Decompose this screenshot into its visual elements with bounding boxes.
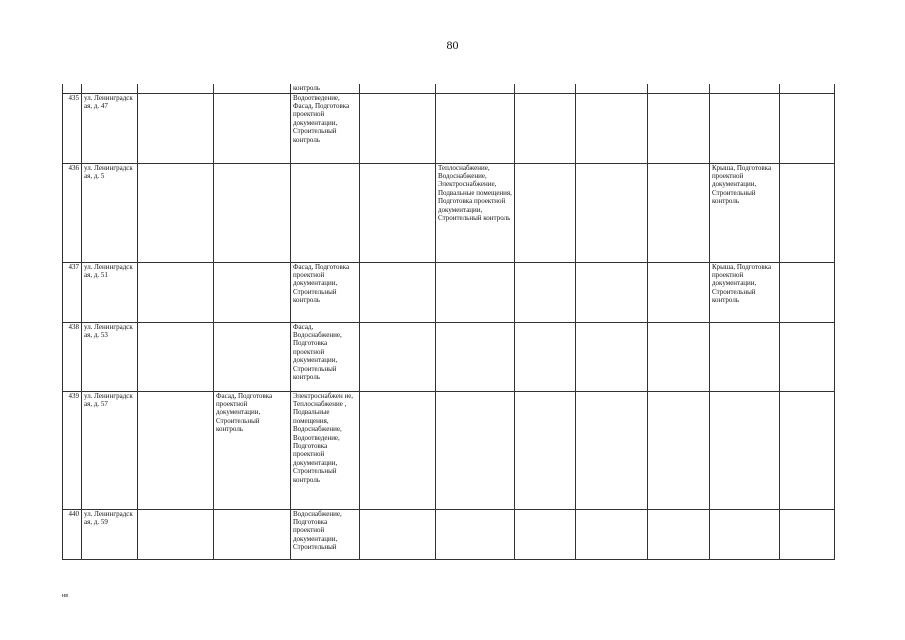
work-cell — [710, 163, 780, 262]
empty-cell — [648, 391, 710, 509]
work-cell-text: Электроснабжен ие, Теплоснабжение , Подвальные помещения, Водоснабжение, Водоотведение, Подготовка проектной документации, Строительный контроль — [293, 391, 354, 484]
work-cell — [214, 163, 291, 262]
work-cell-text: Водоотведение, Фасад, Подготовка проектной документации, Строительный контроль — [293, 93, 350, 144]
work-cell — [291, 93, 360, 163]
empty-cell — [780, 391, 835, 509]
empty-cell — [780, 322, 835, 391]
work-cell — [138, 93, 214, 163]
work-cell — [291, 262, 360, 322]
work-cell-text: Фасад, Водоснабжение, Подготовка проектной документации, Строительный контроль — [293, 322, 342, 381]
row-number — [63, 163, 82, 262]
row-number — [63, 391, 82, 509]
table-row — [63, 163, 835, 262]
empty-cell — [780, 93, 835, 163]
row-number — [63, 84, 82, 93]
work-cell — [291, 163, 360, 262]
empty-cell — [515, 93, 576, 163]
work-cell — [214, 262, 291, 322]
work-cell — [291, 322, 360, 391]
work-cell — [710, 93, 780, 163]
address-cell — [82, 322, 138, 391]
row-number-text: 438 — [68, 322, 79, 331]
empty-cell — [780, 163, 835, 262]
table-row — [63, 262, 835, 322]
work-cell-text: Крыша, Подготовка проектной документации, Строительный контроль — [712, 163, 772, 206]
address-cell — [82, 262, 138, 322]
address-cell — [82, 509, 138, 559]
table-row — [63, 322, 835, 391]
work-cell-text: Водоснабжение, Подготовка проектной документации, Строительный — [293, 509, 342, 552]
empty-cell — [576, 509, 648, 559]
footer-mark: нв — [62, 593, 69, 599]
work-cell — [436, 262, 515, 322]
address-cell — [82, 93, 138, 163]
work-cell — [138, 262, 214, 322]
empty-cell — [576, 391, 648, 509]
work-cell — [138, 84, 214, 93]
address-cell-text: ул. Ленинградск ая, д. 57 — [84, 391, 133, 408]
empty-cell — [648, 322, 710, 391]
row-number — [63, 509, 82, 559]
work-cell — [214, 84, 291, 93]
work-cell — [710, 509, 780, 559]
empty-cell — [515, 84, 576, 93]
work-cell — [710, 322, 780, 391]
work-cell — [291, 509, 360, 559]
empty-cell — [648, 93, 710, 163]
empty-cell — [360, 163, 436, 262]
empty-cell — [360, 509, 436, 559]
address-cell — [82, 84, 138, 93]
empty-cell — [515, 262, 576, 322]
table-row — [63, 509, 835, 559]
work-cell — [138, 322, 214, 391]
work-cell — [710, 84, 780, 93]
row-number-text: 440 — [68, 509, 79, 518]
address-cell — [82, 391, 138, 509]
empty-cell — [515, 391, 576, 509]
address-cell — [82, 163, 138, 262]
empty-cell — [576, 163, 648, 262]
empty-cell — [576, 262, 648, 322]
empty-cell — [360, 262, 436, 322]
capital-repair-table — [62, 84, 835, 560]
address-cell-text: ул. Ленинградск ая, д. 5 — [84, 163, 133, 180]
empty-cell — [576, 93, 648, 163]
address-cell-text: ул. Ленинградск ая, д. 59 — [84, 509, 133, 526]
empty-cell — [780, 84, 835, 93]
row-number — [63, 322, 82, 391]
work-cell — [710, 391, 780, 509]
empty-cell — [648, 262, 710, 322]
work-cell-text: Крыша, Подготовка проектной документации, Строительный контроль — [712, 262, 772, 305]
page-number: 80 — [446, 38, 459, 52]
work-cell — [138, 163, 214, 262]
empty-cell — [515, 163, 576, 262]
work-cell — [436, 509, 515, 559]
row-number — [63, 262, 82, 322]
empty-cell — [780, 509, 835, 559]
table-row — [63, 391, 835, 509]
empty-cell — [515, 322, 576, 391]
empty-cell — [576, 84, 648, 93]
work-cell — [710, 262, 780, 322]
work-cell-text: Фасад, Подготовка проектной документации, Строительный контроль — [293, 262, 350, 305]
empty-cell — [780, 262, 835, 322]
empty-cell — [360, 391, 436, 509]
work-cell — [214, 322, 291, 391]
empty-cell — [648, 84, 710, 93]
table-row — [63, 93, 835, 163]
address-cell-text: ул. Ленинградск ая, д. 53 — [84, 322, 133, 339]
work-cell — [436, 93, 515, 163]
work-cell — [291, 84, 360, 93]
table-row — [63, 84, 835, 93]
empty-cell — [515, 509, 576, 559]
row-number-text: 436 — [68, 163, 79, 172]
work-cell-text: Теплоснабжение, Водоснабжение, Электроснабжение, Подвальные помещения, Подготовка проектной документации, Строительный контроль — [438, 163, 512, 222]
work-cell-text: Фасад, Подготовка проектной документации, Строительный контроль — [216, 391, 273, 434]
row-number-text: 437 — [68, 262, 79, 271]
row-number-text: 435 — [68, 93, 79, 102]
work-cell-text: контроль — [293, 84, 321, 92]
empty-cell — [648, 163, 710, 262]
work-cell — [138, 509, 214, 559]
empty-cell — [576, 322, 648, 391]
work-cell — [436, 163, 515, 262]
work-cell — [214, 509, 291, 559]
empty-cell — [360, 322, 436, 391]
work-cell — [436, 322, 515, 391]
row-number — [63, 93, 82, 163]
empty-cell — [360, 84, 436, 93]
address-cell-text: ул. Ленинградск ая, д. 47 — [84, 93, 133, 110]
work-cell — [214, 93, 291, 163]
row-number-text: 439 — [68, 391, 79, 400]
empty-cell — [360, 93, 436, 163]
work-cell — [138, 391, 214, 509]
work-cell — [291, 391, 360, 509]
address-cell-text: ул. Ленинградск ая, д. 51 — [84, 262, 133, 279]
work-cell — [436, 391, 515, 509]
empty-cell — [648, 509, 710, 559]
work-cell — [436, 84, 515, 93]
work-cell — [214, 391, 291, 509]
